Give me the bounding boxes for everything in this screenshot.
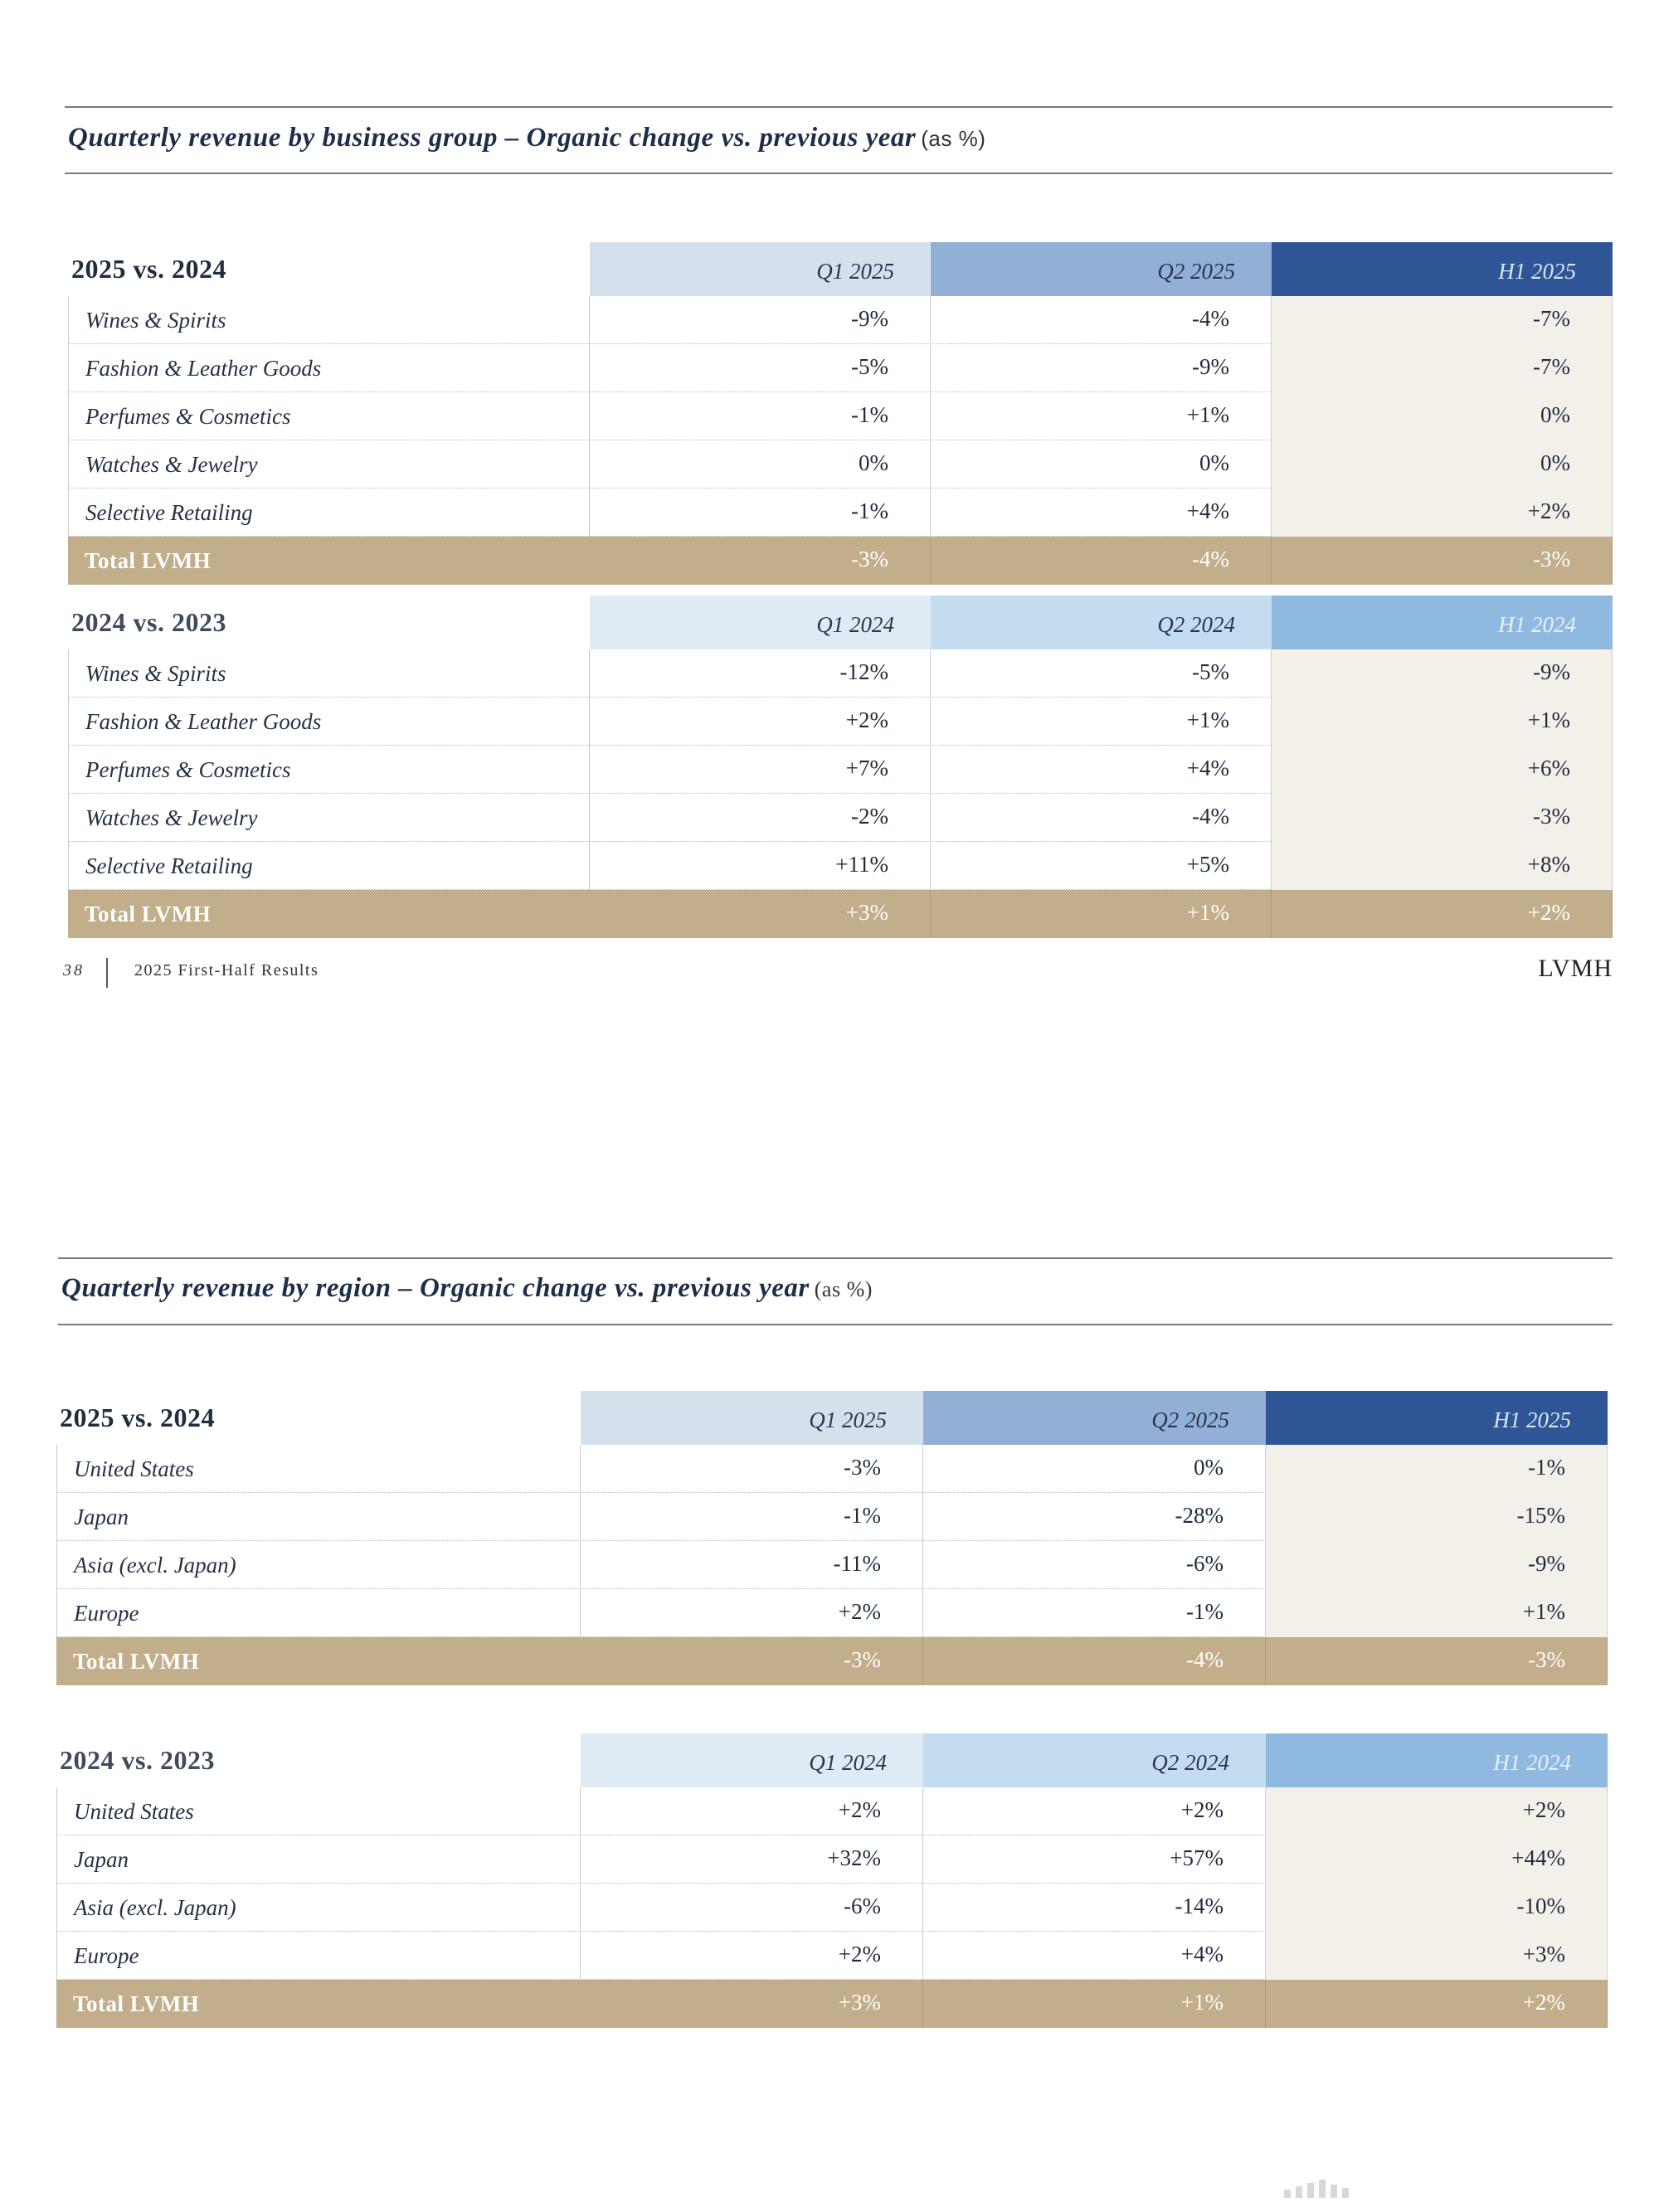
value-cell: +1% bbox=[923, 1980, 1266, 2028]
value-cell: +2% bbox=[1266, 1980, 1608, 2028]
value-cell: -28% bbox=[923, 1493, 1266, 1541]
brand-logo: LVMH bbox=[1538, 955, 1613, 982]
table-group-label: 2024 vs. 2023 bbox=[71, 607, 226, 637]
top-rule bbox=[65, 106, 1613, 108]
footer-separator bbox=[106, 958, 108, 988]
table-group-label: 2024 vs. 2023 bbox=[60, 1745, 215, 1775]
table-row bbox=[68, 344, 1613, 392]
value-cell: +2% bbox=[1272, 489, 1613, 537]
value-cell: +1% bbox=[931, 392, 1272, 440]
business-group-title bbox=[68, 123, 985, 153]
value-cell: 0% bbox=[1272, 440, 1613, 489]
row-label: Fashion & Leather Goods bbox=[68, 698, 590, 746]
value-cell: -9% bbox=[931, 344, 1272, 392]
row-label: Japan bbox=[56, 1835, 581, 1884]
row-label: Fashion & Leather Goods bbox=[68, 344, 590, 392]
value-cell: -4% bbox=[931, 794, 1272, 842]
region-table-2025 bbox=[56, 1391, 1608, 1685]
value-cell: -4% bbox=[931, 296, 1272, 344]
total-label: Total LVMH bbox=[73, 1649, 200, 1674]
value-cell: +2% bbox=[1266, 1787, 1608, 1835]
value-cell: -5% bbox=[931, 649, 1272, 698]
value-cell: -12% bbox=[590, 649, 931, 698]
region-title bbox=[61, 1273, 873, 1304]
row-label: Perfumes & Cosmetics bbox=[68, 746, 590, 794]
business-group-unit: (as %) bbox=[921, 126, 986, 151]
total-row bbox=[56, 1980, 1608, 2028]
table-group-label: 2025 vs. 2024 bbox=[60, 1403, 215, 1432]
value-cell: +44% bbox=[1266, 1835, 1608, 1884]
table-row bbox=[56, 1932, 1608, 1980]
value-cell: -3% bbox=[581, 1445, 923, 1493]
value-cell: 0% bbox=[1272, 392, 1613, 440]
value-cell: +4% bbox=[931, 746, 1272, 794]
total-label: Total LVMH bbox=[85, 548, 212, 573]
table-row bbox=[56, 1541, 1608, 1589]
total-label: Total LVMH bbox=[73, 1991, 200, 2016]
column-header: Q1 2025 bbox=[590, 242, 931, 296]
value-cell: +32% bbox=[581, 1835, 923, 1884]
value-cell: +8% bbox=[1272, 842, 1613, 890]
table-row bbox=[68, 392, 1613, 440]
row-label: Selective Retailing bbox=[68, 489, 590, 537]
value-cell: -3% bbox=[1272, 794, 1613, 842]
value-cell: +1% bbox=[1266, 1589, 1608, 1637]
region-unit: (as %) bbox=[814, 1277, 873, 1301]
row-label: Selective Retailing bbox=[68, 842, 590, 890]
column-header: Q2 2024 bbox=[923, 1733, 1266, 1787]
business-group-table-2025 bbox=[68, 242, 1613, 585]
table-row bbox=[68, 440, 1613, 489]
value-cell: +57% bbox=[923, 1835, 1266, 1884]
page-footer bbox=[63, 955, 1613, 991]
value-cell: +7% bbox=[590, 746, 931, 794]
column-header: Q2 2025 bbox=[931, 242, 1272, 296]
value-cell: -1% bbox=[923, 1589, 1266, 1637]
region-title-text: Quarterly revenue by region – Organic change vs. previous year bbox=[61, 1273, 810, 1303]
value-cell: +1% bbox=[931, 890, 1272, 938]
column-header: H1 2025 bbox=[1266, 1391, 1608, 1445]
row-label: Watches & Jewelry bbox=[68, 440, 590, 489]
row-label: Europe bbox=[56, 1932, 581, 1980]
value-cell: -6% bbox=[581, 1884, 923, 1932]
row-label: Perfumes & Cosmetics bbox=[68, 392, 590, 440]
value-cell: -1% bbox=[590, 392, 931, 440]
row-label: Watches & Jewelry bbox=[68, 794, 590, 842]
column-header: H1 2024 bbox=[1272, 596, 1613, 649]
value-cell: -4% bbox=[931, 537, 1272, 585]
business-group-table-2024 bbox=[68, 596, 1613, 938]
table-row bbox=[56, 1445, 1608, 1493]
total-row bbox=[68, 537, 1613, 585]
value-cell: 0% bbox=[590, 440, 931, 489]
column-header: H1 2025 bbox=[1272, 242, 1613, 296]
table-row bbox=[56, 1493, 1608, 1541]
value-cell: -10% bbox=[1266, 1884, 1608, 1932]
value-cell: -9% bbox=[1272, 649, 1613, 698]
total-row bbox=[68, 890, 1613, 938]
row-label: Europe bbox=[56, 1589, 581, 1637]
watermark-icon bbox=[1284, 2180, 1616, 2198]
region-table-2024 bbox=[56, 1733, 1608, 2028]
value-cell: -5% bbox=[590, 344, 931, 392]
value-cell: -4% bbox=[923, 1637, 1266, 1685]
value-cell: -1% bbox=[590, 489, 931, 537]
business-group-title-text: Quarterly revenue by business group – Organic change vs. previous year bbox=[68, 123, 917, 153]
column-header: Q1 2024 bbox=[590, 596, 931, 649]
column-header: H1 2024 bbox=[1266, 1733, 1608, 1787]
value-cell: -11% bbox=[581, 1541, 923, 1589]
row-label: Wines & Spirits bbox=[68, 296, 590, 344]
table-row bbox=[68, 649, 1613, 698]
table-row bbox=[56, 1589, 1608, 1637]
value-cell: -3% bbox=[590, 537, 931, 585]
value-cell: +1% bbox=[1272, 698, 1613, 746]
value-cell: +1% bbox=[931, 698, 1272, 746]
value-cell: -2% bbox=[590, 794, 931, 842]
value-cell: -1% bbox=[1266, 1445, 1608, 1493]
value-cell: +4% bbox=[931, 489, 1272, 537]
column-header: Q1 2025 bbox=[581, 1391, 923, 1445]
value-cell: -3% bbox=[1272, 537, 1613, 585]
value-cell: -14% bbox=[923, 1884, 1266, 1932]
table-group-label: 2025 vs. 2024 bbox=[71, 254, 226, 284]
value-cell: 0% bbox=[931, 440, 1272, 489]
row-label: Asia (excl. Japan) bbox=[56, 1884, 581, 1932]
table-row bbox=[68, 296, 1613, 344]
column-header: Q1 2024 bbox=[581, 1733, 923, 1787]
total-row bbox=[56, 1637, 1608, 1685]
value-cell: +4% bbox=[923, 1932, 1266, 1980]
table-row bbox=[68, 698, 1613, 746]
table-row bbox=[56, 1787, 1608, 1835]
value-cell: -15% bbox=[1266, 1493, 1608, 1541]
region-title-underline bbox=[58, 1324, 1613, 1325]
table-row bbox=[56, 1884, 1608, 1932]
row-label: Wines & Spirits bbox=[68, 649, 590, 698]
value-cell: +2% bbox=[590, 698, 931, 746]
value-cell: +5% bbox=[931, 842, 1272, 890]
value-cell: +2% bbox=[581, 1589, 923, 1637]
value-cell: -7% bbox=[1272, 296, 1613, 344]
table-row bbox=[68, 489, 1613, 537]
value-cell: +3% bbox=[581, 1980, 923, 2028]
value-cell: 0% bbox=[923, 1445, 1266, 1493]
value-cell: +2% bbox=[1272, 890, 1613, 938]
value-cell: -1% bbox=[581, 1493, 923, 1541]
value-cell: +3% bbox=[590, 890, 931, 938]
footer-title: 2025 First-Half Results bbox=[134, 961, 319, 980]
table-row bbox=[68, 794, 1613, 842]
value-cell: -3% bbox=[1266, 1637, 1608, 1685]
value-cell: +3% bbox=[1266, 1932, 1608, 1980]
value-cell: +11% bbox=[590, 842, 931, 890]
column-header: Q2 2024 bbox=[931, 596, 1272, 649]
region-top-rule bbox=[58, 1257, 1613, 1259]
value-cell: -3% bbox=[581, 1637, 923, 1685]
row-label: United States bbox=[56, 1445, 581, 1493]
value-cell: -6% bbox=[923, 1541, 1266, 1589]
value-cell: +2% bbox=[923, 1787, 1266, 1835]
table-row bbox=[68, 746, 1613, 794]
value-cell: +2% bbox=[581, 1787, 923, 1835]
page-number: 38 bbox=[63, 961, 85, 980]
row-label: United States bbox=[56, 1787, 581, 1835]
row-label: Japan bbox=[56, 1493, 581, 1541]
column-header: Q2 2025 bbox=[923, 1391, 1266, 1445]
table-row bbox=[68, 842, 1613, 890]
row-label: Asia (excl. Japan) bbox=[56, 1541, 581, 1589]
value-cell: -7% bbox=[1272, 344, 1613, 392]
value-cell: -9% bbox=[590, 296, 931, 344]
table-row bbox=[56, 1835, 1608, 1884]
value-cell: -9% bbox=[1266, 1541, 1608, 1589]
total-label: Total LVMH bbox=[85, 902, 212, 926]
value-cell: +2% bbox=[581, 1932, 923, 1980]
value-cell: +6% bbox=[1272, 746, 1613, 794]
business-group-title-underline bbox=[65, 173, 1613, 174]
